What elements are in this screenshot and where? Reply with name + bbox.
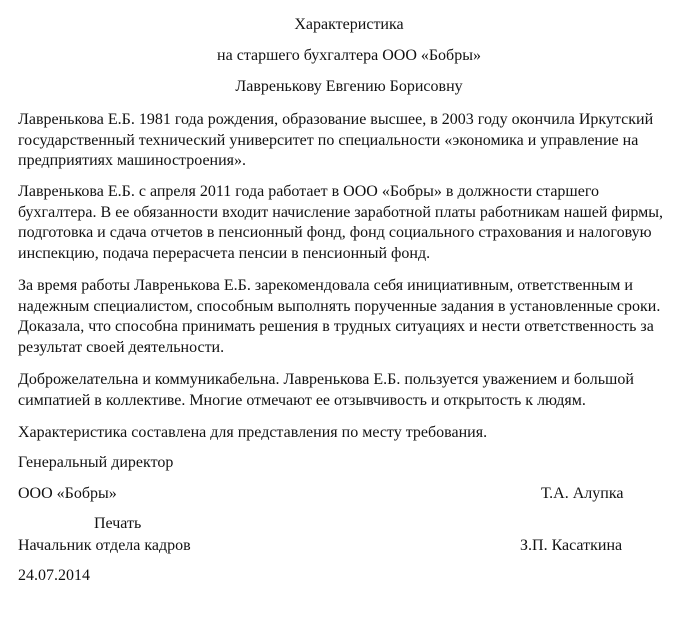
paragraph-line: подготовка и сдача отчетов в пенсионный фонд, фонд социального страхования и налоговую — [18, 224, 652, 241]
paragraph-line: Доброжелательна и коммуникабельна. Лавренькова Е.Б. пользуется уважением и большой — [18, 371, 634, 388]
paragraph-line: За время работы Лавренькова Е.Б. зарекомендовала себя инициативным, ответственным и — [18, 277, 633, 294]
paragraph-line: Доказала, что способна принимать решения в трудных ситуациях и нести ответственность за — [18, 318, 654, 335]
paragraph-duties — [18, 182, 688, 264]
paragraph-line: Лавренькова Е.Б. 1981 года рождения, образование высшее, в 2003 году окончила Иркутский — [18, 111, 654, 128]
hr-position: Начальник отдела кадров — [18, 537, 191, 554]
paragraph-line: государственный технический университет по специальности «экономика и управление на — [18, 131, 639, 149]
company-name: ООО «Бобры» — [18, 485, 117, 502]
paragraph-line: симпатией в коллективе. Многие отмечают ее отзывчивость и открытость к людям. — [18, 391, 586, 409]
document-date: 24.07.2014 — [18, 567, 90, 584]
hr-name: З.П. Касаткина — [520, 537, 623, 554]
paragraph-line: результат своей деятельности. — [18, 338, 225, 356]
recipient-name: Лавренькову Евгению Борисовну — [235, 78, 463, 95]
paragraph-performance — [18, 276, 688, 358]
paragraph-line: предприятиях машиностроения». — [18, 152, 247, 169]
paragraph-education — [18, 110, 688, 172]
paragraph-line: Лавренькова Е.Б. с апреля 2011 года работает в ООО «Бобры» в должности старшего — [18, 183, 600, 200]
document-subtitle: на старшего бухгалтера ООО «Бобры» — [217, 47, 481, 64]
paragraph-line: Характеристика составлена для представления по месту требования. — [18, 424, 488, 441]
document-title: Характеристика — [294, 16, 404, 33]
paragraph-line: инспекцию, подача перерасчета пенсии в пенсионный фонд. — [18, 244, 431, 262]
paragraph-purpose — [18, 423, 688, 444]
paragraph-line: бухгалтера. В ее обязанности входит начисление заработной платы работникам нашей фирмы, — [18, 203, 663, 221]
stamp-placeholder: Печать — [94, 515, 142, 532]
paragraph-personality — [18, 370, 688, 411]
paragraph-line: надежным специалистом, способным выполнять порученные задания в установленные сроки. — [18, 297, 661, 315]
director-position: Генеральный директор — [18, 454, 174, 471]
director-name: Т.А. Алупка — [541, 485, 624, 502]
